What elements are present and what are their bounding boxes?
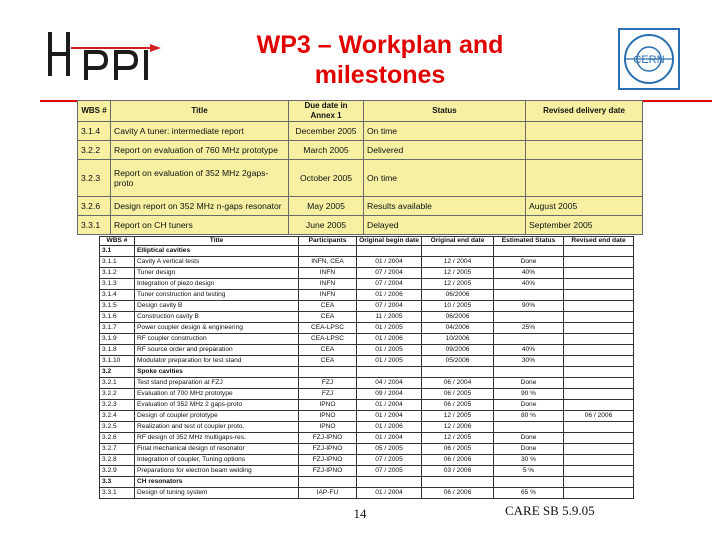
table-cell: March 2005 [289, 141, 364, 160]
table-cell: 5 % [494, 466, 564, 477]
table-cell: INFN, CEA [299, 257, 357, 268]
table-cell: 3.1.4 [78, 122, 111, 141]
table-cell [357, 246, 422, 257]
table-row [100, 411, 634, 422]
table-cell: Evaluation of 700 MHz prototype [135, 389, 299, 400]
table-cell: 07 / 2004 [357, 279, 422, 290]
cern-logo-text: CERN [633, 54, 665, 66]
table-cell [564, 477, 634, 488]
table-cell: Report on evaluation of 760 MHz prototype [111, 141, 289, 160]
table-cell [564, 433, 634, 444]
table-cell: 06 / 2006 [564, 411, 634, 422]
table-cell: CEA-LPSC [299, 323, 357, 334]
column-header: Original end date [422, 237, 494, 246]
column-header: WBS # [78, 101, 111, 122]
table-cell: 3.1 [100, 246, 135, 257]
table-cell [564, 422, 634, 433]
table-cell [299, 246, 357, 257]
table-cell: Done [494, 400, 564, 411]
table-cell: August 2005 [526, 196, 643, 215]
table-cell: Power coupler design & engineering [135, 323, 299, 334]
table-cell: Tuner construction and testing [135, 290, 299, 301]
table-cell: 12 / 2006 [422, 422, 494, 433]
table-cell [422, 477, 494, 488]
table-row [100, 378, 634, 389]
table-cell: 3.2.2 [100, 389, 135, 400]
table-cell [564, 334, 634, 345]
table-cell: CEA [299, 312, 357, 323]
table-cell: FZJ-IPNO [299, 455, 357, 466]
table-cell: On time [364, 122, 526, 141]
table-cell [494, 334, 564, 345]
table-cell: 01 / 2005 [357, 345, 422, 356]
table-cell: Design of tuning system [135, 488, 299, 499]
table-cell: 09 / 2004 [357, 389, 422, 400]
table-cell: September 2005 [526, 215, 643, 234]
table-cell: FZJ-IPNO [299, 466, 357, 477]
table-cell [422, 246, 494, 257]
column-header: WBS # [100, 237, 135, 246]
table-cell [564, 312, 634, 323]
table-row [100, 422, 634, 433]
page-number: 14 [353, 506, 367, 521]
table-cell: 11 / 2005 [357, 312, 422, 323]
table-cell: 12 / 2005 [422, 433, 494, 444]
table-header-row [100, 237, 634, 246]
column-header: Estimated Status [494, 237, 564, 246]
table-row [78, 160, 643, 197]
table-cell: 01 / 2005 [357, 323, 422, 334]
table-row [100, 477, 634, 488]
table-cell: FZJ-IPNO [299, 444, 357, 455]
table-cell: 01 / 2006 [357, 422, 422, 433]
table-cell: 3.2.2 [78, 141, 111, 160]
table-cell [494, 367, 564, 378]
table-cell: 40% [494, 345, 564, 356]
table-cell [526, 122, 643, 141]
table-cell: 3.1.7 [100, 323, 135, 334]
table-cell: 3.2 [100, 367, 135, 378]
table-cell: Integration of piezo design [135, 279, 299, 290]
table-cell: 90% [494, 301, 564, 312]
table-cell: 06 / 2005 [422, 389, 494, 400]
table-cell: 65 % [494, 488, 564, 499]
table-cell: Done [494, 257, 564, 268]
table-cell [564, 444, 634, 455]
table-cell [422, 367, 494, 378]
table-cell [564, 268, 634, 279]
table-cell: CEA [299, 356, 357, 367]
table-cell [564, 466, 634, 477]
table-row [100, 356, 634, 367]
table-cell [564, 455, 634, 466]
table-cell: 3.2.4 [100, 411, 135, 422]
table-cell: June 2005 [289, 215, 364, 234]
table-row [100, 400, 634, 411]
table-cell: May 2005 [289, 196, 364, 215]
column-header: Due date in Annex 1 [289, 101, 364, 122]
table-cell: 01 / 2004 [357, 433, 422, 444]
table-cell: Report on CH tuners [111, 215, 289, 234]
table-cell: 3.1.2 [100, 268, 135, 279]
table-cell [526, 160, 643, 197]
table-cell [564, 378, 634, 389]
table-header-row [78, 101, 643, 122]
slide-title-line1: WP3 – Workplan and [256, 31, 504, 59]
table-cell: IPNO [299, 411, 357, 422]
table-row [100, 444, 634, 455]
table-cell: RF source order and preparation [135, 345, 299, 356]
table-cell: 3.3 [100, 477, 135, 488]
table-cell: Design cavity B [135, 301, 299, 312]
table-cell: 3.1.5 [100, 301, 135, 312]
table-cell: CEA [299, 345, 357, 356]
table-cell [564, 246, 634, 257]
column-header: Title [111, 101, 289, 122]
table-row [100, 433, 634, 444]
table-cell: 30 % [494, 455, 564, 466]
table-cell: Design of coupler prototype [135, 411, 299, 422]
table-cell: RF coupler construction [135, 334, 299, 345]
table-cell: 01 / 2006 [357, 290, 422, 301]
table-cell: 3.1.6 [100, 312, 135, 323]
table-cell: Elliptical cavities [135, 246, 299, 257]
table-cell: 05/2006 [422, 356, 494, 367]
table-cell: 3.2.8 [100, 455, 135, 466]
table-cell [564, 301, 634, 312]
table-cell: 04 / 2004 [357, 378, 422, 389]
table-cell: 07 / 2005 [357, 466, 422, 477]
table-cell: 01 / 2004 [357, 257, 422, 268]
table-cell: 01 / 2004 [357, 488, 422, 499]
table-cell [299, 367, 357, 378]
table-cell: INFN [299, 279, 357, 290]
table-cell [564, 400, 634, 411]
table-cell: Results available [364, 196, 526, 215]
table-row [78, 215, 643, 234]
table-row [100, 257, 634, 268]
deliverables-table [77, 100, 643, 235]
column-header: Original begin date [357, 237, 422, 246]
table-cell [299, 477, 357, 488]
table-cell: 07 / 2004 [357, 268, 422, 279]
table-cell: Final mechanical design of resonator [135, 444, 299, 455]
table-cell: RF design of 352 MHz multigaps-res. [135, 433, 299, 444]
table-cell: INFN [299, 290, 357, 301]
table-cell: 25% [494, 323, 564, 334]
table-cell: 3.2.7 [100, 444, 135, 455]
table-cell: 3.2.5 [100, 422, 135, 433]
deliverables-table-panel [77, 100, 642, 235]
table-cell: 07 / 2004 [357, 301, 422, 312]
cern-logo [618, 28, 680, 90]
table-cell: 3.2.3 [100, 400, 135, 411]
table-cell: 06 / 2006 [422, 488, 494, 499]
table-cell: 40% [494, 279, 564, 290]
table-row [78, 196, 643, 215]
table-cell [494, 290, 564, 301]
table-cell: 06/2006 [422, 290, 494, 301]
table-cell: 01 / 2005 [357, 356, 422, 367]
table-cell: 30% [494, 356, 564, 367]
column-header: Revised end date [564, 237, 634, 246]
table-cell: 3.2.6 [100, 433, 135, 444]
slide-title [200, 30, 560, 90]
table-cell: 06 / 2006 [422, 455, 494, 466]
table-cell: On time [364, 160, 526, 197]
table-cell: 06 / 2005 [422, 444, 494, 455]
table-cell: 3.1.4 [100, 290, 135, 301]
table-cell: 01 / 2004 [357, 400, 422, 411]
table-row [100, 323, 634, 334]
table-cell [564, 389, 634, 400]
table-cell: Design report on 352 MHz n-gaps resonator [111, 196, 289, 215]
table-cell [526, 141, 643, 160]
table-row [78, 141, 643, 160]
table-cell: 01 / 2004 [357, 411, 422, 422]
table-cell: IPNO [299, 400, 357, 411]
table-cell [564, 367, 634, 378]
tasks-table [99, 236, 634, 499]
table-cell: 80 % [494, 411, 564, 422]
table-cell: 3.1.3 [100, 279, 135, 290]
table-cell: Done [494, 378, 564, 389]
table-cell: October 2005 [289, 160, 364, 197]
tasks-table-panel [99, 236, 633, 499]
table-cell [494, 246, 564, 257]
table-cell: FZJ [299, 378, 357, 389]
table-cell [564, 323, 634, 334]
table-row [100, 246, 634, 257]
table-cell: Delayed [364, 215, 526, 234]
table-row [100, 367, 634, 378]
table-row [100, 301, 634, 312]
table-cell: 06 / 2005 [422, 400, 494, 411]
column-header: Revised delivery date [526, 101, 643, 122]
table-cell: 3.1.1 [100, 257, 135, 268]
table-cell: December 2005 [289, 122, 364, 141]
table-cell: Spoke cavities [135, 367, 299, 378]
table-cell: 3.2.9 [100, 466, 135, 477]
table-cell: 12 / 2005 [422, 268, 494, 279]
table-cell: Modulator preparation for test stand [135, 356, 299, 367]
table-cell: Report on evaluation of 352 MHz 2gaps-proto [111, 160, 289, 197]
table-cell: Done [494, 444, 564, 455]
table-row [100, 290, 634, 301]
table-cell: 07 / 2005 [357, 455, 422, 466]
table-cell: Done [494, 433, 564, 444]
table-cell: 3.1.10 [100, 356, 135, 367]
table-row [100, 389, 634, 400]
table-cell: Cavity A tuner: intermediate report [111, 122, 289, 141]
table-cell: 10 / 2005 [422, 301, 494, 312]
table-cell [564, 290, 634, 301]
table-cell: CEA [299, 301, 357, 312]
table-cell: 09/2006 [422, 345, 494, 356]
table-cell: IPNO [299, 422, 357, 433]
table-cell [564, 257, 634, 268]
table-cell: Tuner design [135, 268, 299, 279]
table-row [100, 455, 634, 466]
table-cell [357, 477, 422, 488]
table-row [100, 345, 634, 356]
table-row [100, 488, 634, 499]
table-cell: 06 / 2004 [422, 378, 494, 389]
table-cell: 01 / 2006 [357, 334, 422, 345]
column-header: Participants [299, 237, 357, 246]
table-row [100, 312, 634, 323]
table-cell: 12 / 2005 [422, 411, 494, 422]
column-header: Status [364, 101, 526, 122]
table-row [100, 279, 634, 290]
table-cell [564, 345, 634, 356]
table-cell: 10/2006 [422, 334, 494, 345]
table-cell: 3.1.9 [100, 334, 135, 345]
table-cell: Construction cavity B [135, 312, 299, 323]
footer-text: CARE SB 5.9.05 [505, 503, 595, 518]
table-row [100, 466, 634, 477]
table-cell [494, 422, 564, 433]
table-cell: 04/2006 [422, 323, 494, 334]
table-cell: FZJ [299, 389, 357, 400]
table-cell [564, 488, 634, 499]
table-cell: 3.2.6 [78, 196, 111, 215]
table-cell: 90 % [494, 389, 564, 400]
table-cell: 3.1.8 [100, 345, 135, 356]
table-cell: FZJ-IPNO [299, 433, 357, 444]
table-cell: CEA-LPSC [299, 334, 357, 345]
table-cell: IAP-FU [299, 488, 357, 499]
table-cell [494, 312, 564, 323]
table-row [100, 334, 634, 345]
table-cell: Integration of coupler, Tuning options [135, 455, 299, 466]
table-cell: Evaluation of 352 MHz 2 gaps-proto [135, 400, 299, 411]
table-cell: Preparations for electron beam welding [135, 466, 299, 477]
table-cell: 3.3.1 [78, 215, 111, 234]
hipp-logo [46, 30, 171, 82]
table-cell: 40% [494, 268, 564, 279]
column-header: Title [135, 237, 299, 246]
table-cell: 3.2.1 [100, 378, 135, 389]
table-cell: 3.3.1 [100, 488, 135, 499]
table-cell [564, 279, 634, 290]
table-cell: CH resonators [135, 477, 299, 488]
table-cell [494, 477, 564, 488]
table-cell: 06/2006 [422, 312, 494, 323]
table-cell: Realization and test of coupler proto. [135, 422, 299, 433]
table-cell: Cavity A vertical tests [135, 257, 299, 268]
table-cell: 12 / 2005 [422, 279, 494, 290]
table-cell: Delivered [364, 141, 526, 160]
table-row [100, 268, 634, 279]
table-cell: 03 / 2006 [422, 466, 494, 477]
table-cell: 12 / 2004 [422, 257, 494, 268]
table-cell [564, 356, 634, 367]
table-row [78, 122, 643, 141]
table-cell: 05 / 2005 [357, 444, 422, 455]
table-cell: INFN [299, 268, 357, 279]
table-cell: Test stand preparation at FZJ [135, 378, 299, 389]
table-cell: 3.2.3 [78, 160, 111, 197]
slide-title-line2: milestones [314, 61, 446, 89]
table-cell [357, 367, 422, 378]
